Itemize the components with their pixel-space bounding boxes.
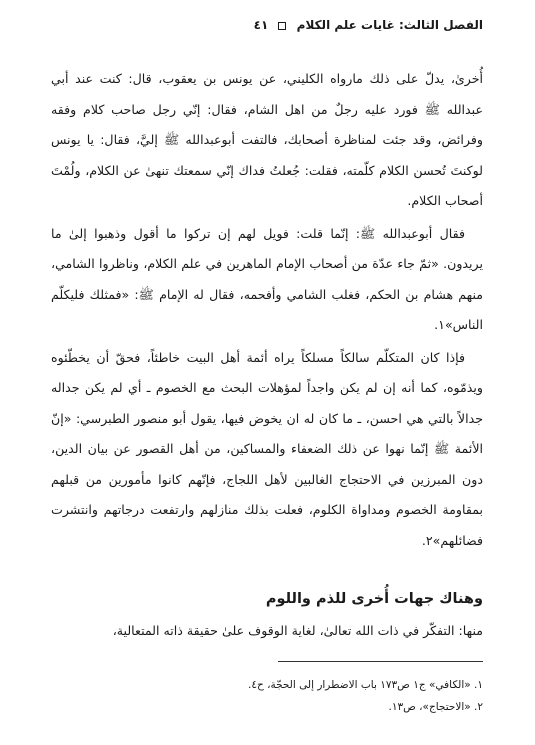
page-number: ٤١ <box>253 18 269 32</box>
main-text <box>51 64 483 647</box>
running-header <box>51 18 483 32</box>
paragraph-3: فإذا كان المتكلّم سالكاً مسلكاً يراه أئمة أهل البيت خاطئاً، فحقّ أن يخطّئوه ويذمّوه، كما أنه إن لم يكن واجداً لمؤهلات البحث مع الخصوم ـ أي لم يكن جداله جدالاً بالتي هي احسن، ـ ما كان له ان يخوض فيها، يقول أبو منصور الطبرسي: «إنّ الأئمة ﷺ إنّما نهوا عن ذلك الضعفاء والمساكين، من أهل القصور عن بيان الدين، دون المبرزين في الاحتجاج الغالبين لأهل اللجاج، فإنّهم كانوا مأمورين من قبلهم بمقاومة الخصوم ومداواة الكلوم، فعلت بذلك منازلهم وارتفعت درجاتهم وانتشرت فضائلهم»٢. <box>51 349 483 548</box>
chapter-title: الفصل الثالث: غايات علم الكلام <box>296 18 483 32</box>
paragraph-2: فقال أبوعبدالله ﷺ: إنّما قلت: فويل لهم إن تركوا ما أقول وذهبوا إلىٰ ما يريدون. «ثمّ جاء عدّة من أصحاب الإمام الماهرين في علم الكلام، وناظروا الشامي، منهم هشام بن الحكم، فغلب الشامي وأفحمه، فقال له الإمام ﷺ: «فمثلك فليكلّم الناس»١. <box>51 225 483 332</box>
footnote-2: ٢. «الاحتجاج»، ص١٣. <box>388 701 483 713</box>
paragraph-1: أُخرىٰ، يدلّ على ذلك مارواه الكليني، عن يونس بن يعقوب، قال: كنت عند أبي عبدالله ﷺ فورد عليه رجلٌ من اهل الشام، فقال: إنّي رجل صاحب كلام وفقه وفرائض، وقد جئت لمناظرة أصحابك، فالتفت أبوعبدالله ﷺ إليَّ، فقال: يا يونس لوكنتَ تُحسن الكلام كلّمته، فقلت: جُعلتُ فداك إنّي سمعتك تنهىٰ عن الكلام، ولُمْتَ أصحاب الكلام. <box>51 71 483 208</box>
section-paragraph: منها: التفكّر في ذات الله تعالىٰ، لغاية الوقوف علىٰ حقيقة ذاته المتعالية، <box>112 623 483 638</box>
footnote-1: ١. «الكافي» ج١ ص١٧٣ باب الاضطرار إلى الحجّة، ح٤. <box>247 679 483 691</box>
footnotes <box>51 674 483 718</box>
section-heading: وهناك جهات أُخرى للذم واللوم <box>265 591 483 607</box>
footnote-divider <box>278 661 483 662</box>
square-separator-icon <box>278 22 286 30</box>
